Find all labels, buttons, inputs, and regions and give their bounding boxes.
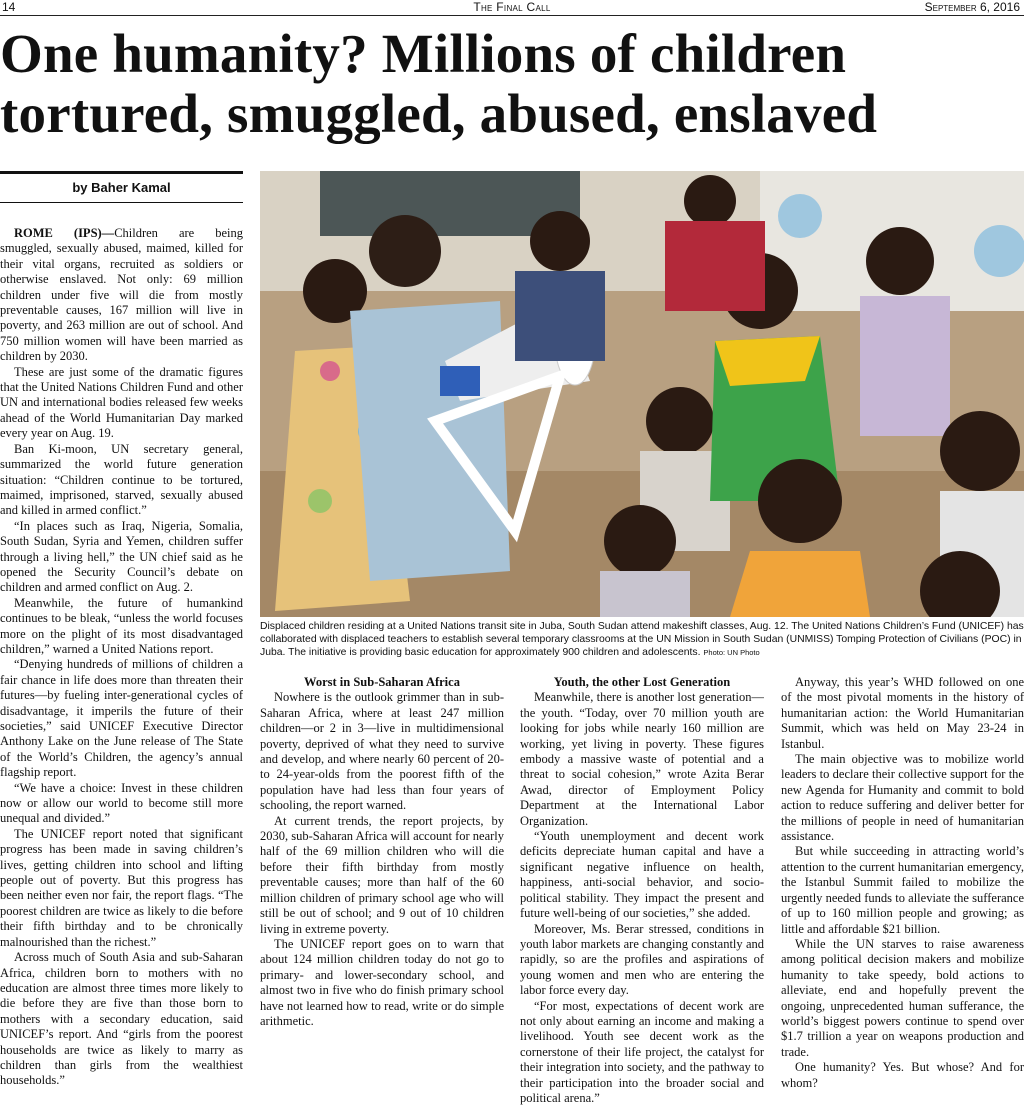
paragraph-text: Children are being smuggled, sexually abused, maimed, killed for their vital organs, recruited as soldiers or otherwise enslaved. Not only: 69 million children under five will die from mostly preventable causes, 167 million will live in poverty, and 263 million are out of school. And 750 million women will have been married as children by 2030.	[0, 226, 243, 364]
issue-date: September 6, 2016	[924, 0, 1020, 14]
caption-text: Displaced children residing at a United Nations transit site in Juba, South Sudan attend makeshift classes, Aug. 12. The United Nations Children’s Fund (UNICEF) has collaborated with displaced teachers to establish several temporary classrooms at the UN Mission in South Sudan (UNMISS) Tomping Protection of Civilians (POC) in Juba. The initiative is providing basic education for approximately 900 children and adolescents.	[260, 621, 1024, 658]
headline	[0, 24, 1024, 144]
body-paragraph: Meanwhile, the future of humankind continues to be bleak, “unless the world focuses more on the plight of its most disadvantaged children,” warned a United Nations report.	[0, 595, 243, 656]
article-column-4	[781, 675, 1024, 1106]
body-paragraph: The UNICEF report noted that significant progress has been made in saving children’s lives, getting children into school and lifting people out of poverty. But this progress has been neither even nor fair, the report flags. “The poorest children are twice as likely to die before their fifth birthday and to be chronically malnourished than the richest.”	[0, 826, 243, 949]
subhead: Youth, the other Lost Generation	[553, 675, 731, 689]
byline: by Baher Kamal	[72, 180, 171, 195]
body-paragraph: Meanwhile, there is another lost generation—the youth. “Today, over 70 million youth are looking for jobs while nearly 160 million are working, yet living in poverty. These figures embody a massive waste of potential and a threat to social cohesion,” wrote Azita Berar Awad, director of Employment Policy Department at the International Labor Organization.	[520, 690, 764, 828]
news-photo	[260, 171, 1024, 617]
running-head	[0, 0, 1024, 16]
body-paragraph: Moreover, Ms. Berar stressed, conditions in youth labor markets are changing constantly and rapidly, so are the profiles and aspirations of young women and men who are entering the labor force every day.	[520, 921, 764, 998]
article-column-1	[0, 226, 243, 1106]
subhead: Worst in Sub-Saharan Africa	[304, 675, 460, 689]
headline-line-1: One humanity? Millions of children	[0, 23, 847, 84]
page-number: 14	[2, 0, 16, 14]
body-paragraph: At current trends, the report projects, by 2030, sub-Saharan Africa will account for nearly half of the 69 million children who will die before their fifth birthday from mostly preventable causes; more than half of the 60 million children of primary school age who will still be out of school; and 9 out of 10 children living in extreme poverty.	[260, 813, 504, 936]
body-paragraph: These are just some of the dramatic figures that the United Nations Children Fund and other UN and international bodies released few weeks ahead of the World Humanitarian Day marked every year on Aug. 19.	[0, 364, 243, 441]
body-paragraph: Anyway, this year’s WHD followed on one of the most pivotal moments in the history of humanitarian action: the World Humanitarian Summit, which was held on May 23-24 in Istanbul.	[781, 675, 1024, 751]
article-column-3	[520, 675, 764, 1106]
byline-rule	[0, 202, 243, 203]
body-paragraph	[0, 226, 243, 365]
body-paragraph: “Denying hundreds of millions of children a fair chance in life does more than threaten their futures—by fueling inter-generational cycles of disadvantage, it imperils the future of their societies,” said UNICEF Executive Director Anthony Lake on the June release of The State of the World’s Children, the agency’s annual flagship report.	[0, 657, 243, 780]
article-column-2	[260, 675, 504, 1106]
body-paragraph: Across much of South Asia and sub-Saharan Africa, children born to mothers with no education are almost three times more likely to die before they are five than those born to mothers with a secondary education, said UNICEF’s report. And “girls from the poorest households are twice as likely to marry as children than girls from the wealthiest households.”	[0, 950, 243, 1088]
body-paragraph: Nowhere is the outlook grimmer than in sub-Saharan Africa, where at least 247 million children—or 2 in 3—live in multidimensional poverty, deprived of what they need to survive and develop, and where nearly 60 percent of 20- to 24-year-olds from the poorest fifth of the population have had less than four years of schooling, the report warned.	[260, 690, 504, 813]
body-paragraph: One humanity? Yes. But whose? And for whom?	[781, 1060, 1024, 1090]
byline-rule	[0, 171, 243, 174]
photo-illustration	[260, 171, 1024, 617]
body-paragraph: Ban Ki-moon, UN secretary general, summarized the world future generation situation: “Children continue to be tortured, maimed, imprisoned, starved, sexually abused and killed in armed conflict.”	[0, 441, 243, 518]
body-paragraph: While the UN starves to raise awareness among political decision makers and mobilize humanity to take speedy, bold actions to alleviate, end and hopefully prevent the ongoing, unprecedented human sufferance, the world’s biggest powers continue to spend over $1.7 trillion a year on weapons production and trade.	[781, 936, 1024, 1059]
body-paragraph: “For most, expectations of decent work are not only about earning an income and making a livelihood. Youth see decent work as the cornerstone of their life project, the catalyst for their integration into society, and the pathway to their participation into the broader social and political arena.”	[520, 998, 764, 1105]
body-paragraph: The UNICEF report goes on to warn that about 124 million children today do not go to primary- and lower-secondary school, and almost two in five who do finish primary school have not learned how to read, write or do simple arithmetic.	[260, 936, 504, 1028]
photo-caption	[260, 620, 1024, 659]
body-paragraph: But while succeeding in attracting world’s attention to the current humanitarian emergency, the Istanbul Summit failed to mobilize the urgently needed funds to alleviate the sufferance of up to 160 million people and growing; as little and affordable $21 billion.	[781, 844, 1024, 936]
photo-credit: Photo: UN Photo	[703, 648, 760, 657]
body-paragraph: “In places such as Iraq, Nigeria, Somalia, South Sudan, Syria and Yemen, children suffer through a living hell,” the UN chief said as he opened the Security Council’s debate on children and armed conflict on Aug. 2.	[0, 518, 243, 595]
body-paragraph: “Youth unemployment and decent work deficits depreciate human capital and have a significant negative influence on health, happiness, anti-social behavior, and socio-political stability. They impact the present and future well-being of our societies,” she added.	[520, 829, 764, 921]
headline-line-2: tortured, smuggled, abused, enslaved	[0, 83, 878, 144]
publication-name: The Final Call	[473, 0, 551, 14]
body-paragraph: The main objective was to mobilize world leaders to declare their collective support for the new Agenda for Humanity and commit to bold action to reduce suffering and deliver better for the millions of people in need of humanitarian assistance.	[781, 752, 1024, 844]
body-paragraph: “We have a choice: Invest in these children now or allow our world to become still more unequal and divided.”	[0, 780, 243, 826]
dateline: ROME (IPS)—	[14, 226, 115, 240]
